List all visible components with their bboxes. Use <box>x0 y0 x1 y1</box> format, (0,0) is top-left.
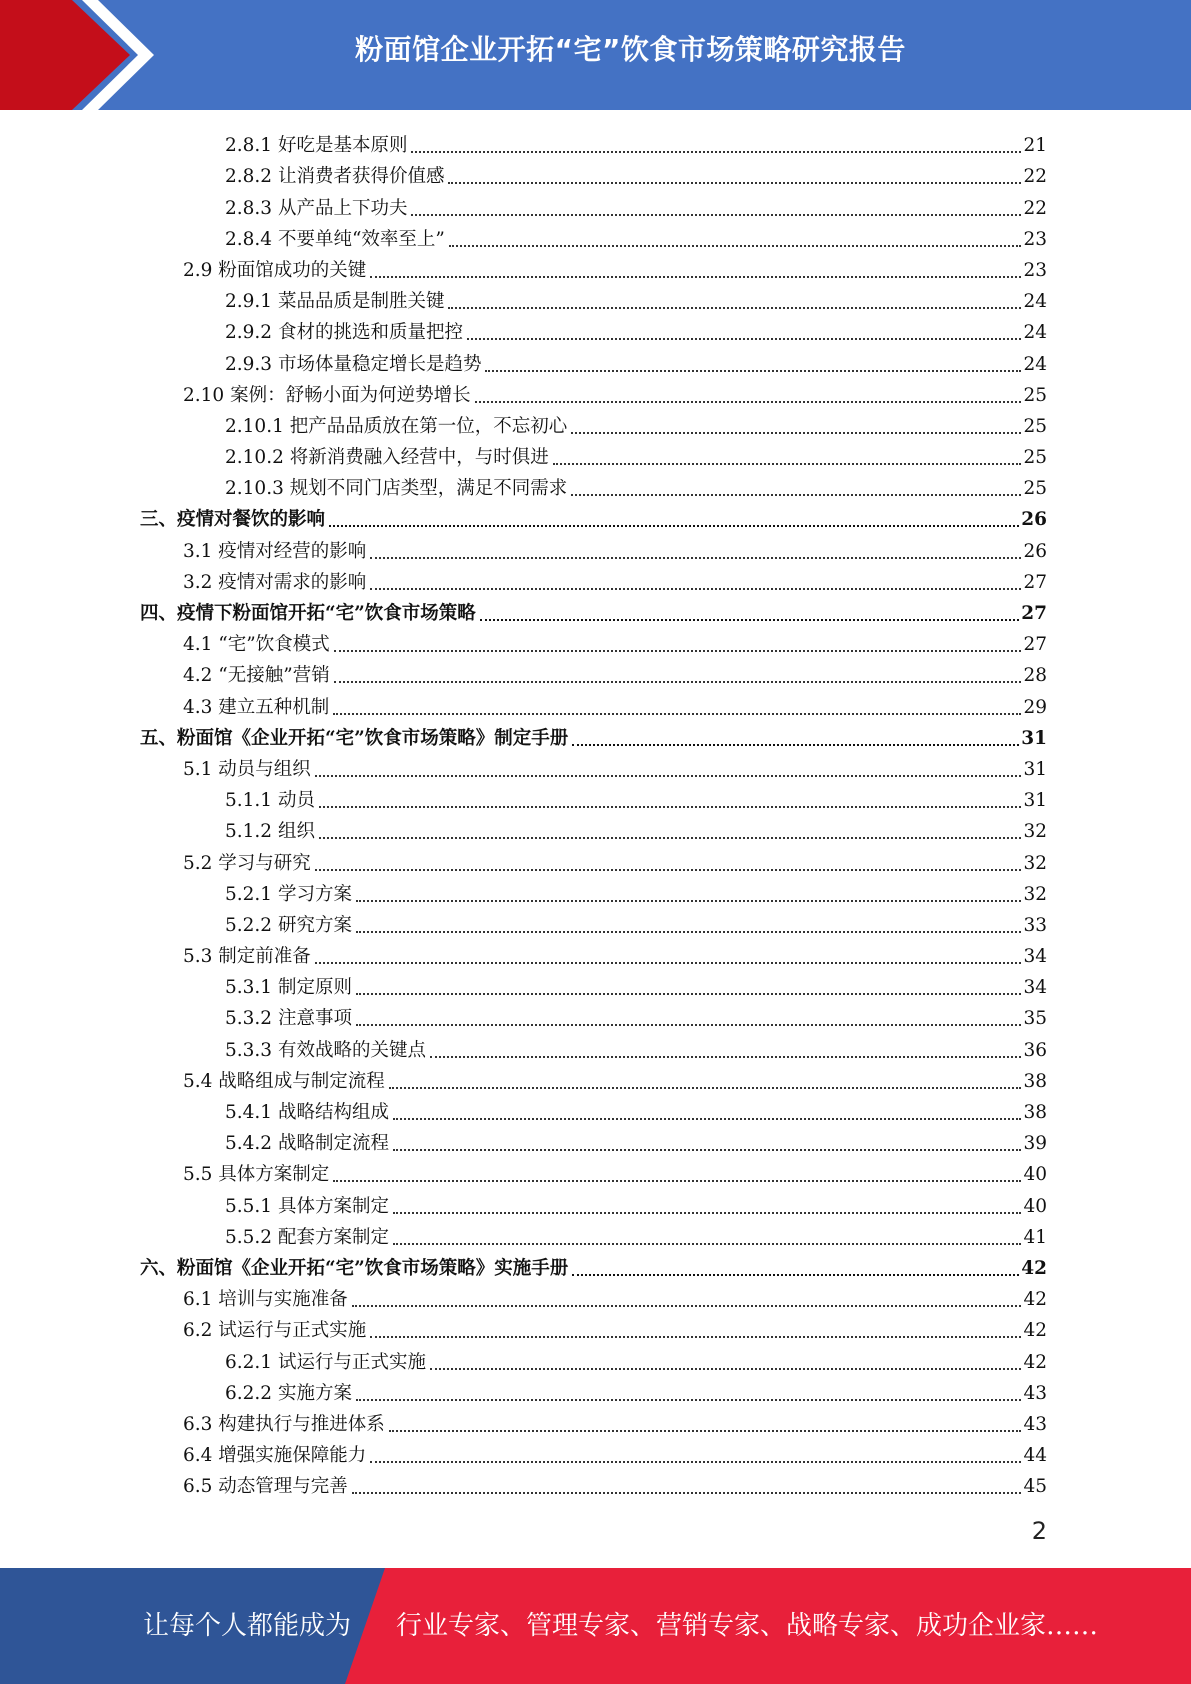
toc-entry-page-number: 24 <box>1023 322 1047 344</box>
toc-entry-title: 5.5 具体方案制定 <box>183 1164 330 1186</box>
toc-entry[interactable] <box>0 1250 1047 1281</box>
toc-entry[interactable] <box>0 1281 1047 1312</box>
toc-entry[interactable] <box>0 688 1047 719</box>
toc-dot-leader <box>352 1492 1022 1494</box>
toc-entry-page-number: 26 <box>1021 509 1047 531</box>
toc-entry[interactable] <box>0 501 1047 532</box>
toc-entry-title: 3.2 疫情对需求的影响 <box>183 571 367 593</box>
toc-entry-title: 5.3 制定前准备 <box>183 946 311 968</box>
toc-entry-page-number: 40 <box>1023 1195 1047 1217</box>
toc-entry[interactable] <box>0 470 1047 501</box>
toc-dot-leader <box>572 744 1019 746</box>
toc-entry[interactable] <box>0 1063 1047 1094</box>
footer-slogan-left: 让每个人都能成为 <box>143 1611 352 1641</box>
toc-entry-title: 5.5.1 具体方案制定 <box>225 1195 389 1217</box>
table-of-contents <box>0 127 1191 1499</box>
toc-entry-title: 四、疫情下粉面馆开拓“宅”饮食市场策略 <box>140 603 476 624</box>
toc-dot-leader <box>430 1368 1021 1370</box>
toc-entry[interactable] <box>0 1000 1047 1031</box>
toc-dot-leader <box>553 463 1022 465</box>
toc-entry[interactable] <box>0 252 1047 283</box>
toc-entry-title: 5.4.1 战略结构组成 <box>225 1102 389 1123</box>
toc-entry-page-number: 40 <box>1023 1164 1047 1186</box>
toc-entry[interactable] <box>0 1312 1047 1343</box>
toc-entry-page-number: 22 <box>1023 197 1047 219</box>
toc-entry-title: 5.5.2 配套方案制定 <box>225 1226 389 1248</box>
toc-entry[interactable] <box>0 1437 1047 1468</box>
toc-entry[interactable] <box>0 876 1047 907</box>
toc-entry[interactable] <box>0 751 1047 782</box>
toc-entry[interactable] <box>0 564 1047 595</box>
toc-dot-leader <box>430 1056 1021 1058</box>
toc-entry-title: 5.2 学习与研究 <box>183 852 311 874</box>
toc-entry-page-number: 42 <box>1023 1289 1047 1311</box>
toc-dot-leader <box>572 1274 1019 1276</box>
toc-entry-page-number: 33 <box>1023 914 1047 936</box>
toc-dot-leader <box>329 525 1019 527</box>
toc-entry-title: 五、粉面馆《企业开拓“宅”饮食市场策略》制定手册 <box>140 727 569 749</box>
toc-dot-leader <box>370 276 1021 278</box>
toc-entry[interactable] <box>0 377 1047 408</box>
toc-entry[interactable] <box>0 595 1047 626</box>
toc-entry-title: 6.2.2 实施方案 <box>225 1382 352 1404</box>
toc-entry-page-number: 31 <box>1023 758 1047 780</box>
toc-entry-title: 2.10.1 把产品品质放在第一位，不忘初心 <box>225 415 568 437</box>
toc-dot-leader <box>333 713 1021 715</box>
document-title: 粉面馆企业开拓“宅”饮食市场策略研究报告 <box>355 33 906 66</box>
toc-dot-leader <box>370 588 1021 590</box>
toc-entry[interactable] <box>0 1156 1047 1187</box>
toc-entry[interactable] <box>0 283 1047 314</box>
toc-entry[interactable] <box>0 1343 1047 1374</box>
toc-entry[interactable] <box>0 844 1047 875</box>
toc-entry[interactable] <box>0 1187 1047 1218</box>
toc-dot-leader <box>356 1399 1022 1401</box>
toc-entry-page-number: 42 <box>1023 1351 1047 1373</box>
toc-entry-title: 5.4.2 战略制定流程 <box>225 1133 389 1155</box>
toc-entry-title: 2.8.3 从产品上下功夫 <box>225 197 408 219</box>
toc-entry[interactable] <box>0 969 1047 1000</box>
toc-entry-title: 2.8.2 让消费者获得价值感 <box>225 166 445 188</box>
toc-dot-leader <box>370 1461 1021 1463</box>
toc-dot-leader <box>319 806 1022 808</box>
toc-entry[interactable] <box>0 657 1047 688</box>
toc-entry-title: 5.1.1 动员 <box>225 790 315 812</box>
toc-entry-page-number: 32 <box>1023 852 1047 874</box>
toc-entry-title: 2.8.1 好吃是基本原则 <box>225 135 408 157</box>
toc-entry-page-number: 34 <box>1023 946 1047 968</box>
toc-entry-page-number: 41 <box>1023 1226 1047 1248</box>
toc-entry[interactable] <box>0 1094 1047 1125</box>
toc-entry[interactable] <box>0 1375 1047 1406</box>
toc-entry-title: 4.3 建立五种机制 <box>183 696 330 718</box>
toc-dot-leader <box>449 245 1022 247</box>
toc-entry[interactable] <box>0 439 1047 470</box>
toc-entry-page-number: 25 <box>1023 447 1047 469</box>
toc-entry[interactable] <box>0 345 1047 376</box>
toc-entry-title: 三、疫情对餐饮的影响 <box>140 509 326 531</box>
page-footer <box>0 1568 1191 1684</box>
toc-dot-leader <box>334 681 1022 683</box>
toc-entry-page-number: 34 <box>1023 977 1047 999</box>
toc-entry-page-number: 23 <box>1023 228 1047 250</box>
toc-entry-page-number: 23 <box>1023 259 1047 281</box>
toc-entry-title: 4.2 “无接触”营销 <box>183 665 330 687</box>
toc-dot-leader <box>315 775 1022 777</box>
toc-entry[interactable] <box>0 127 1047 158</box>
toc-dot-leader <box>393 1212 1021 1214</box>
toc-entry-title: 6.4 增强实施保障能力 <box>183 1445 367 1467</box>
toc-entry-page-number: 32 <box>1023 821 1047 843</box>
toc-dot-leader <box>333 1180 1021 1182</box>
toc-entry[interactable] <box>0 907 1047 938</box>
toc-entry-title: 3.1 疫情对经营的影响 <box>183 540 367 562</box>
toc-entry-title: 5.3.3 有效战略的关键点 <box>225 1039 426 1061</box>
toc-entry-title: 5.2.1 学习方案 <box>225 883 352 905</box>
toc-dot-leader <box>356 931 1022 933</box>
toc-dot-leader <box>411 214 1021 216</box>
toc-entry-page-number: 24 <box>1023 353 1047 375</box>
toc-dot-leader <box>319 837 1022 839</box>
toc-dot-leader <box>411 151 1021 153</box>
toc-entry-title: 6.2 试运行与正式实施 <box>183 1320 367 1342</box>
page-header <box>0 0 1191 110</box>
toc-entry-page-number: 43 <box>1023 1413 1047 1435</box>
toc-entry-page-number: 31 <box>1023 790 1047 812</box>
toc-entry-title: 2.9.2 食材的挑选和质量把控 <box>225 322 463 344</box>
toc-entry[interactable] <box>0 813 1047 844</box>
toc-entry-page-number: 29 <box>1023 696 1047 718</box>
toc-entry-page-number: 26 <box>1023 540 1047 562</box>
toc-dot-leader <box>389 1087 1022 1089</box>
toc-entry[interactable] <box>0 408 1047 439</box>
toc-entry-page-number: 25 <box>1023 415 1047 437</box>
toc-entry-page-number: 27 <box>1023 634 1047 656</box>
toc-entry-title: 2.9.1 菜品品质是制胜关键 <box>225 291 445 313</box>
toc-entry-page-number: 44 <box>1023 1445 1047 1467</box>
toc-entry-page-number: 35 <box>1023 1008 1047 1030</box>
toc-entry-page-number: 42 <box>1021 1257 1047 1279</box>
toc-dot-leader <box>393 1149 1021 1151</box>
toc-entry[interactable] <box>0 189 1047 220</box>
toc-dot-leader <box>356 993 1022 995</box>
toc-dot-leader <box>356 1024 1022 1026</box>
toc-entry-page-number: 45 <box>1023 1476 1047 1498</box>
toc-entry-title: 2.10 案例：舒畅小面为何逆势增长 <box>183 384 471 406</box>
page-number: 2 <box>1031 1517 1047 1545</box>
toc-entry[interactable] <box>0 720 1047 751</box>
toc-entry-page-number: 25 <box>1023 478 1047 500</box>
toc-dot-leader <box>571 432 1021 434</box>
toc-entry-title: 5.1 动员与组织 <box>183 758 311 780</box>
toc-entry-title: 5.3.2 注意事项 <box>225 1008 352 1030</box>
toc-dot-leader <box>480 619 1019 621</box>
toc-dot-leader <box>448 182 1021 184</box>
toc-dot-leader <box>315 962 1022 964</box>
toc-dot-leader <box>356 900 1022 902</box>
toc-entry-page-number: 36 <box>1023 1039 1047 1061</box>
footer-slogan-right: 行业专家、管理专家、营销专家、战略专家、成功企业家…… <box>396 1611 1099 1641</box>
toc-dot-leader <box>370 1336 1021 1338</box>
toc-entry[interactable] <box>0 158 1047 189</box>
toc-entry-page-number: 42 <box>1023 1320 1047 1342</box>
toc-dot-leader <box>370 557 1021 559</box>
toc-entry-page-number: 24 <box>1023 291 1047 313</box>
toc-entry[interactable] <box>0 1125 1047 1156</box>
toc-entry-page-number: 39 <box>1023 1133 1047 1155</box>
toc-entry-title: 5.4 战略组成与制定流程 <box>183 1070 385 1092</box>
toc-entry[interactable] <box>0 314 1047 345</box>
toc-dot-leader <box>389 1430 1022 1432</box>
toc-entry-page-number: 28 <box>1023 665 1047 687</box>
toc-dot-leader <box>352 1305 1022 1307</box>
toc-entry-page-number: 21 <box>1023 135 1047 157</box>
toc-entry[interactable] <box>0 782 1047 813</box>
toc-entry[interactable] <box>0 626 1047 657</box>
toc-entry-title: 六、粉面馆《企业开拓“宅”饮食市场策略》实施手册 <box>140 1257 569 1279</box>
toc-dot-leader <box>485 370 1021 372</box>
toc-entry[interactable] <box>0 221 1047 252</box>
toc-entry-page-number: 27 <box>1023 571 1047 593</box>
toc-entry[interactable] <box>0 532 1047 563</box>
toc-entry-title: 5.1.2 组织 <box>225 821 315 843</box>
toc-entry-page-number: 25 <box>1023 384 1047 406</box>
toc-dot-leader <box>334 650 1022 652</box>
toc-dot-leader <box>467 338 1021 340</box>
toc-entry-title: 2.8.4 不要单纯“效率至上” <box>225 228 445 250</box>
toc-entry-title: 2.9 粉面馆成功的关键 <box>183 259 367 281</box>
toc-entry-page-number: 27 <box>1021 603 1047 624</box>
toc-entry-page-number: 43 <box>1023 1382 1047 1404</box>
toc-entry-page-number: 32 <box>1023 883 1047 905</box>
toc-entry-title: 2.10.3 规划不同门店类型，满足不同需求 <box>225 478 568 500</box>
toc-entry[interactable] <box>0 938 1047 969</box>
toc-dot-leader <box>571 494 1021 496</box>
toc-entry-title: 4.1 “宅”饮食模式 <box>183 634 330 656</box>
toc-entry[interactable] <box>0 1031 1047 1062</box>
toc-entry-title: 6.3 构建执行与推进体系 <box>183 1413 385 1435</box>
toc-entry[interactable] <box>0 1406 1047 1437</box>
toc-entry[interactable] <box>0 1219 1047 1250</box>
toc-entry-title: 5.2.2 研究方案 <box>225 914 352 936</box>
toc-entry-title: 5.3.1 制定原则 <box>225 977 352 999</box>
toc-entry-title: 2.10.2 将新消费融入经营中，与时俱进 <box>225 447 549 469</box>
toc-entry-page-number: 38 <box>1023 1102 1047 1123</box>
toc-dot-leader <box>393 1243 1021 1245</box>
toc-entry-title: 6.5 动态管理与完善 <box>183 1476 348 1498</box>
toc-entry-title: 2.9.3 市场体量稳定增长是趋势 <box>225 353 482 375</box>
toc-entry-page-number: 31 <box>1021 727 1047 749</box>
toc-dot-leader <box>475 401 1022 403</box>
toc-entry-page-number: 38 <box>1023 1070 1047 1092</box>
toc-dot-leader <box>315 869 1022 871</box>
toc-dot-leader <box>448 307 1021 309</box>
toc-dot-leader <box>393 1118 1021 1120</box>
toc-entry-title: 6.1 培训与实施准备 <box>183 1289 348 1311</box>
toc-entry-title: 6.2.1 试运行与正式实施 <box>225 1351 426 1373</box>
toc-entry-page-number: 22 <box>1023 166 1047 188</box>
toc-entry[interactable] <box>0 1468 1047 1499</box>
